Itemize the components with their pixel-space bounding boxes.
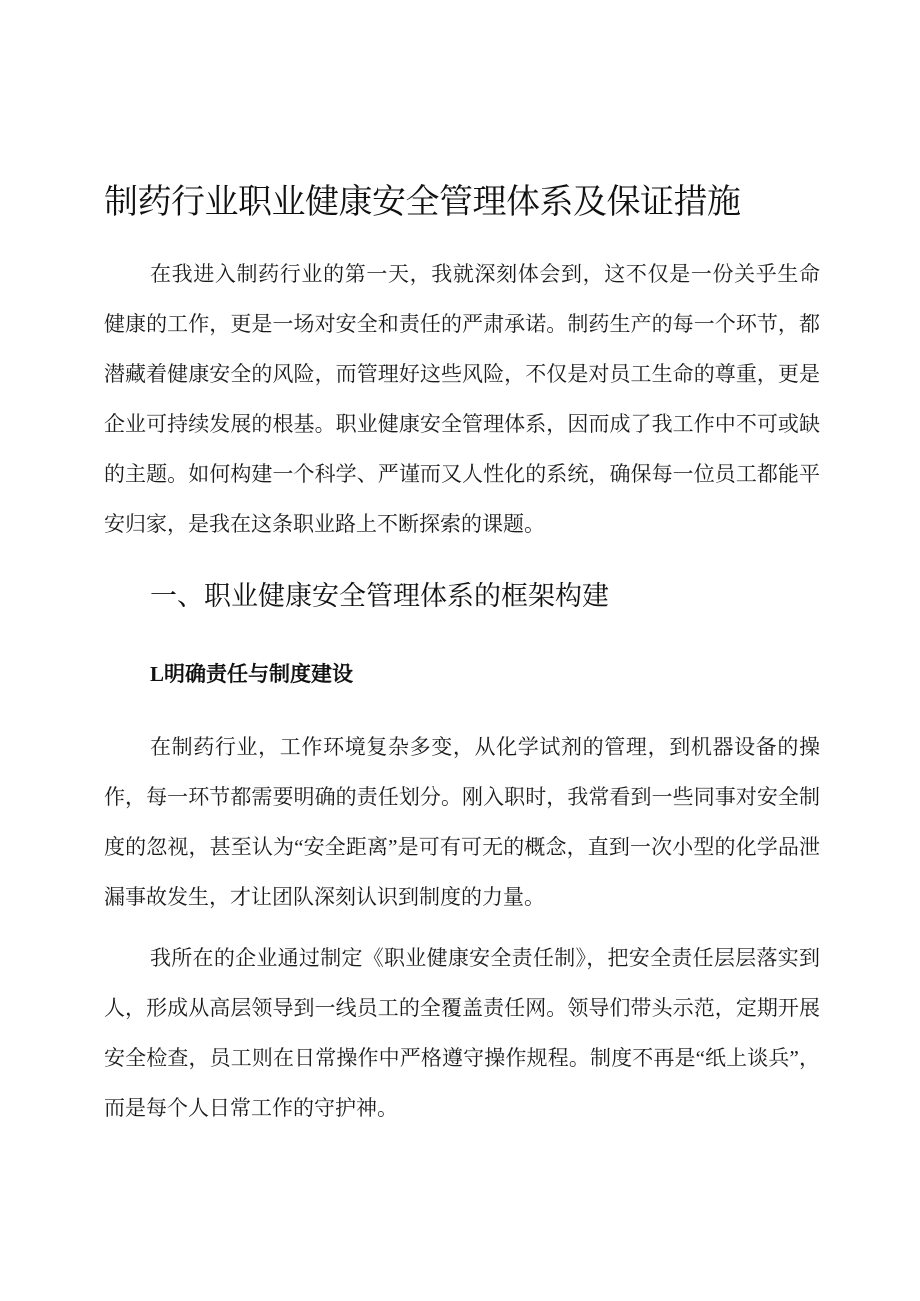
body-paragraph: 在制药行业，工作环境复杂多变，从化学试剂的管理，到机器设备的操作，每一环节都需要明确的责任划分。刚入职时，我常看到一些同事对安全制度的忽视，甚至认为“安全距离”是可有可无的概念，直到一次小型的化学品泄漏事故发生，才让团队深刻认识到制度的力量。	[104, 735, 820, 909]
section-heading: 一、职业健康安全管理体系的框架构建	[150, 581, 609, 612]
subsection-heading: L明确责任与制度建设	[150, 662, 354, 686]
body-paragraph: 我所在的企业通过制定《职业健康安全责任制》，把安全责任层层落实到人，形成从高层领导到一线员工的全覆盖责任网。领导们带头示范，定期开展安全检查，员工则在日常操作中严格遵守操作规程。制度不再是“纸上谈兵”，而是每个人日常工作的守护神。	[104, 946, 820, 1120]
intro-paragraph: 在我进入制药行业的第一天，我就深刻体会到，这不仅是一份关乎生命健康的工作，更是一场对安全和责任的严肃承诺。制药生产的每一个环节，都潜藏着健康安全的风险，而管理好这些风险，不仅是对员工生命的尊重，更是企业可持续发展的根基。职业健康安全管理体系，因而成了我工作中不可或缺的主题。如何构建一个科学、严谨而又人性化的系统，确保每一位员工都能平安归家，是我在这条职业路上不断探索的课题。	[104, 262, 820, 536]
document-title: 制药行业职业健康安全管理体系及保证措施	[104, 182, 741, 222]
